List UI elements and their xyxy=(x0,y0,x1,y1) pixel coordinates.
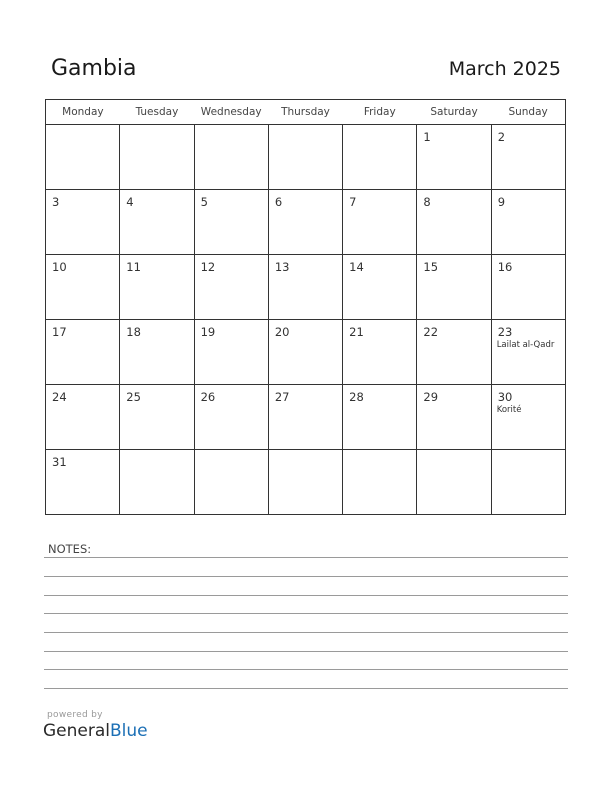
holiday-label: Korité xyxy=(496,405,522,415)
day-cell xyxy=(491,450,565,515)
weekday-header: Thursday xyxy=(268,100,342,125)
weekday-header: Monday xyxy=(46,100,120,125)
day-number: 14 xyxy=(349,260,364,274)
calendar-grid xyxy=(45,99,566,515)
day-number: 4 xyxy=(126,195,134,209)
day-cell xyxy=(268,320,342,385)
day-cell xyxy=(194,320,268,385)
weekday-header: Friday xyxy=(343,100,417,125)
note-line xyxy=(44,651,568,652)
day-number: 25 xyxy=(126,390,141,404)
day-number: 22 xyxy=(423,325,439,339)
day-cell xyxy=(343,450,417,515)
day-cell xyxy=(268,450,342,515)
weekday-header: Tuesday xyxy=(120,100,194,125)
brand-logo[interactable] xyxy=(43,721,148,741)
day-number: 29 xyxy=(423,390,439,404)
brand-blue: Blue xyxy=(110,721,148,741)
day-cell xyxy=(491,385,565,450)
day-cell xyxy=(417,190,491,255)
day-number: 6 xyxy=(274,195,283,209)
day-cell xyxy=(417,255,491,320)
day-cell xyxy=(194,125,268,190)
day-cell xyxy=(491,320,565,385)
weekday-header: Sunday xyxy=(491,100,565,125)
day-number: 7 xyxy=(349,195,357,209)
day-number: 9 xyxy=(497,195,506,209)
week-row xyxy=(46,385,566,450)
day-cell xyxy=(417,450,491,515)
day-cell xyxy=(343,385,417,450)
day-number: 15 xyxy=(423,260,439,274)
day-number: 1 xyxy=(423,130,431,144)
day-cell xyxy=(46,320,120,385)
brand-general: General xyxy=(43,721,110,741)
day-cell xyxy=(194,190,268,255)
day-number: 28 xyxy=(349,390,364,404)
day-number: 5 xyxy=(200,195,208,209)
day-cell xyxy=(120,190,194,255)
holiday-label: Lailat al-Qadr xyxy=(496,340,555,350)
note-line xyxy=(44,669,568,670)
powered-by-text: powered by xyxy=(47,710,103,720)
day-number: 26 xyxy=(200,390,216,404)
day-number: 17 xyxy=(52,325,67,339)
day-cell xyxy=(46,255,120,320)
day-number: 11 xyxy=(126,260,141,274)
week-row xyxy=(46,125,566,190)
country-title: Gambia xyxy=(51,56,137,81)
day-cell xyxy=(417,385,491,450)
day-number: 27 xyxy=(274,390,290,404)
day-number: 20 xyxy=(274,325,290,339)
day-cell xyxy=(417,320,491,385)
day-number: 19 xyxy=(200,325,216,339)
day-cell xyxy=(120,255,194,320)
note-line xyxy=(44,557,568,558)
day-cell xyxy=(491,125,565,190)
week-row xyxy=(46,450,566,515)
week-row xyxy=(46,190,566,255)
weekday-header: Saturday xyxy=(417,100,491,125)
note-line xyxy=(44,613,568,614)
day-number: 3 xyxy=(52,195,60,209)
day-number: 2 xyxy=(497,130,506,144)
day-number: 31 xyxy=(52,455,67,469)
day-cell xyxy=(120,320,194,385)
day-number: 30 xyxy=(497,390,513,404)
day-cell xyxy=(120,385,194,450)
day-number: 23 xyxy=(497,325,513,339)
day-number: 21 xyxy=(349,325,364,339)
day-cell xyxy=(46,125,120,190)
day-cell xyxy=(46,190,120,255)
day-number: 12 xyxy=(200,260,216,274)
day-number: 10 xyxy=(52,260,67,274)
day-cell xyxy=(268,255,342,320)
day-cell xyxy=(491,255,565,320)
day-cell xyxy=(343,255,417,320)
day-cell xyxy=(120,450,194,515)
week-row xyxy=(46,320,566,385)
day-cell xyxy=(343,125,417,190)
day-number: 8 xyxy=(423,195,431,209)
day-cell xyxy=(417,125,491,190)
weekday-header: Wednesday xyxy=(194,100,268,125)
note-line xyxy=(44,576,568,577)
notes-label: NOTES: xyxy=(48,542,92,556)
day-number: 18 xyxy=(126,325,141,339)
day-cell xyxy=(343,190,417,255)
month-title: March 2025 xyxy=(448,58,561,80)
day-cell xyxy=(46,385,120,450)
day-number: 13 xyxy=(274,260,290,274)
day-cell xyxy=(46,450,120,515)
day-cell xyxy=(120,125,194,190)
day-cell xyxy=(268,125,342,190)
day-cell xyxy=(343,320,417,385)
note-line xyxy=(44,595,568,596)
day-cell xyxy=(194,450,268,515)
day-number: 24 xyxy=(52,390,67,404)
day-cell xyxy=(194,255,268,320)
week-row xyxy=(46,255,566,320)
day-cell xyxy=(194,385,268,450)
day-number: 16 xyxy=(497,260,513,274)
note-line xyxy=(44,632,568,633)
day-cell xyxy=(491,190,565,255)
day-cell xyxy=(268,385,342,450)
day-cell xyxy=(268,190,342,255)
note-line xyxy=(44,688,568,689)
weekday-header-row xyxy=(46,100,566,125)
